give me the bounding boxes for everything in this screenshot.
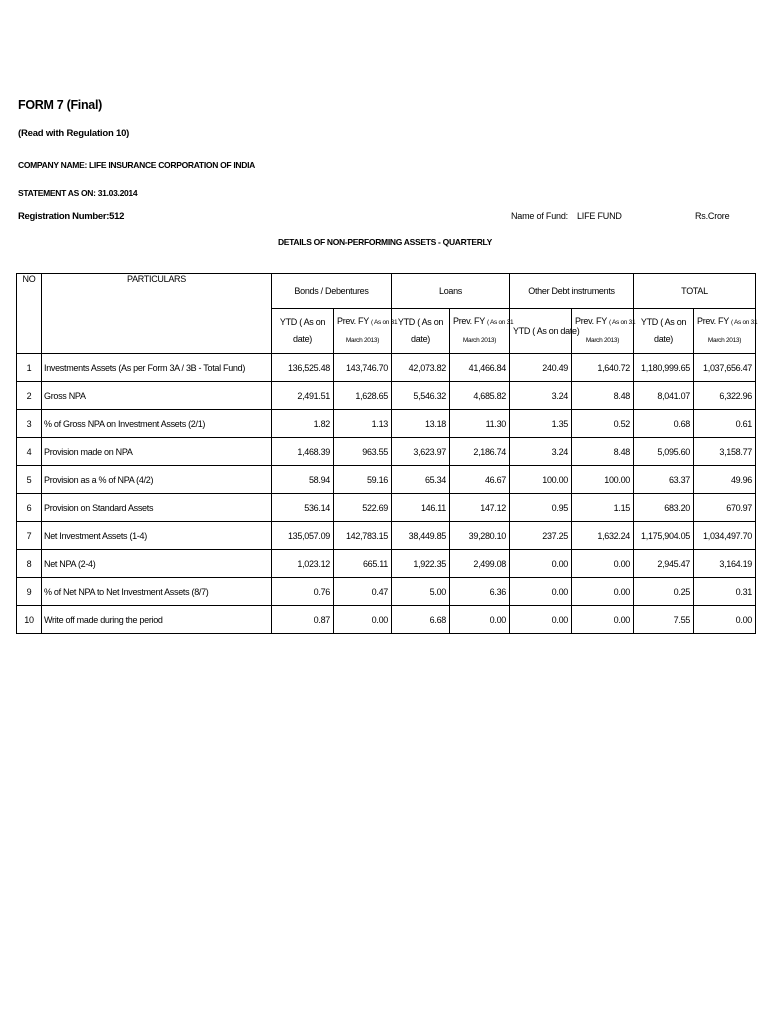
- table-row: [17, 354, 756, 382]
- value-cell: 59.16: [334, 466, 392, 494]
- value-cell: 522.69: [334, 494, 392, 522]
- value-cell: 2,499.08: [450, 550, 510, 578]
- subheader-prev-fy: Prev. FY ( As on 31 March 2013): [334, 309, 392, 354]
- value-cell: 0.87: [272, 606, 334, 634]
- value-cell: 3,164.19: [694, 550, 756, 578]
- subheader-ytd: YTD ( As on date): [510, 309, 572, 354]
- value-cell: 240.49: [510, 354, 572, 382]
- value-cell: 1,034,497.70: [694, 522, 756, 550]
- value-cell: 3.24: [510, 382, 572, 410]
- value-cell: 0.31: [694, 578, 756, 606]
- table-title: DETAILS OF NON-PERFORMING ASSETS - QUARTERLY: [277, 237, 493, 247]
- row-number: 9: [17, 578, 42, 606]
- value-cell: 1.15: [572, 494, 634, 522]
- value-cell: 2,945.47: [634, 550, 694, 578]
- subheader-ytd: YTD ( As on date): [392, 309, 450, 354]
- value-cell: 1,468.39: [272, 438, 334, 466]
- row-particulars: Provision made on NPA: [42, 438, 272, 466]
- value-cell: 5,546.32: [392, 382, 450, 410]
- value-cell: 65.34: [392, 466, 450, 494]
- value-cell: 536.14: [272, 494, 334, 522]
- row-particulars: Write off made during the period: [42, 606, 272, 634]
- row-number: 2: [17, 382, 42, 410]
- table-row: [17, 494, 756, 522]
- value-cell: 1,922.35: [392, 550, 450, 578]
- group-header-loans: Loans: [392, 274, 510, 309]
- value-cell: 6.68: [392, 606, 450, 634]
- value-cell: 2,491.51: [272, 382, 334, 410]
- group-header-bonds: Bonds / Debentures: [272, 274, 392, 309]
- subheader-prev-fy: Prev. FY ( As on 31 March 2013): [694, 309, 756, 354]
- value-cell: 143,746.70: [334, 354, 392, 382]
- subheader-prev-fy: Prev. FY ( As on 31 March 2013): [572, 309, 634, 354]
- value-cell: 0.00: [572, 578, 634, 606]
- value-cell: 0.47: [334, 578, 392, 606]
- value-cell: 3,158.77: [694, 438, 756, 466]
- value-cell: 58.94: [272, 466, 334, 494]
- value-cell: 4,685.82: [450, 382, 510, 410]
- value-cell: 0.52: [572, 410, 634, 438]
- form-subtitle: (Read with Regulation 10): [18, 128, 130, 139]
- value-cell: 1,628.65: [334, 382, 392, 410]
- row-number: 4: [17, 438, 42, 466]
- value-cell: 0.00: [694, 606, 756, 634]
- value-cell: 42,073.82: [392, 354, 450, 382]
- value-cell: 3.24: [510, 438, 572, 466]
- value-cell: 5,095.60: [634, 438, 694, 466]
- value-cell: 1.82: [272, 410, 334, 438]
- npa-table: [16, 273, 756, 634]
- value-cell: 39,280.10: [450, 522, 510, 550]
- value-cell: 46.67: [450, 466, 510, 494]
- value-cell: 7.55: [634, 606, 694, 634]
- value-cell: 135,057.09: [272, 522, 334, 550]
- form-title: FORM 7 (Final): [18, 98, 102, 112]
- value-cell: 0.00: [450, 606, 510, 634]
- value-cell: 49.96: [694, 466, 756, 494]
- row-particulars: % of Net NPA to Net Investment Assets (8/7): [42, 578, 272, 606]
- value-cell: 136,525.48: [272, 354, 334, 382]
- row-number: 5: [17, 466, 42, 494]
- fund-name-value: LIFE FUND: [577, 211, 622, 221]
- value-cell: 1,175,904.05: [634, 522, 694, 550]
- row-number: 1: [17, 354, 42, 382]
- table-row: [17, 382, 756, 410]
- value-cell: 63.37: [634, 466, 694, 494]
- value-cell: 0.68: [634, 410, 694, 438]
- value-cell: 0.61: [694, 410, 756, 438]
- header-row-groups: [17, 274, 756, 309]
- value-cell: 8,041.07: [634, 382, 694, 410]
- company-name: COMPANY NAME: LIFE INSURANCE CORPORATION OF INDIA: [18, 160, 255, 170]
- value-cell: 1.13: [334, 410, 392, 438]
- value-cell: 6,322.96: [694, 382, 756, 410]
- value-cell: 41,466.84: [450, 354, 510, 382]
- value-cell: 1,037,656.47: [694, 354, 756, 382]
- value-cell: 13.18: [392, 410, 450, 438]
- value-cell: 1,023.12: [272, 550, 334, 578]
- table-body: [17, 354, 756, 634]
- value-cell: 0.00: [510, 578, 572, 606]
- row-number: 8: [17, 550, 42, 578]
- subheader-prev-fy: Prev. FY ( As on 31 March 2013): [450, 309, 510, 354]
- value-cell: 100.00: [510, 466, 572, 494]
- subheader-ytd: YTD ( As on date): [272, 309, 334, 354]
- value-cell: 8.48: [572, 438, 634, 466]
- value-cell: 1,640.72: [572, 354, 634, 382]
- table-row: [17, 522, 756, 550]
- value-cell: 670.97: [694, 494, 756, 522]
- value-cell: 100.00: [572, 466, 634, 494]
- value-cell: 0.00: [334, 606, 392, 634]
- group-header-total: TOTAL: [634, 274, 756, 309]
- row-number: 10: [17, 606, 42, 634]
- registration-number: Registration Number:512: [18, 211, 125, 222]
- value-cell: 8.48: [572, 382, 634, 410]
- table-row: [17, 410, 756, 438]
- table-row: [17, 550, 756, 578]
- value-cell: 0.25: [634, 578, 694, 606]
- subheader-ytd: YTD ( As on date): [634, 309, 694, 354]
- value-cell: 237.25: [510, 522, 572, 550]
- value-cell: 683.20: [634, 494, 694, 522]
- row-particulars: Net Investment Assets (1-4): [42, 522, 272, 550]
- currency-unit: Rs.Crore: [695, 211, 730, 221]
- value-cell: 2,186.74: [450, 438, 510, 466]
- row-particulars: Provision on Standard Assets: [42, 494, 272, 522]
- fund-name-label: Name of Fund:: [511, 211, 568, 221]
- value-cell: 147.12: [450, 494, 510, 522]
- value-cell: 0.00: [572, 606, 634, 634]
- value-cell: 1,180,999.65: [634, 354, 694, 382]
- row-particulars: Investments Assets (As per Form 3A / 3B - Total Fund): [42, 354, 272, 382]
- value-cell: 3,623.97: [392, 438, 450, 466]
- column-header-particulars: PARTICULARS: [42, 274, 272, 354]
- value-cell: 11.30: [450, 410, 510, 438]
- row-number: 3: [17, 410, 42, 438]
- value-cell: 6.36: [450, 578, 510, 606]
- row-particulars: Provision as a % of NPA (4/2): [42, 466, 272, 494]
- table-row: [17, 606, 756, 634]
- table-row: [17, 578, 756, 606]
- statement-date: STATEMENT AS ON: 31.03.2014: [18, 188, 138, 198]
- table-row: [17, 466, 756, 494]
- value-cell: 142,783.15: [334, 522, 392, 550]
- row-number: 6: [17, 494, 42, 522]
- row-number: 7: [17, 522, 42, 550]
- table-row: [17, 438, 756, 466]
- value-cell: 38,449.85: [392, 522, 450, 550]
- row-particulars: Gross NPA: [42, 382, 272, 410]
- row-particulars: % of Gross NPA on Investment Assets (2/1): [42, 410, 272, 438]
- value-cell: 1.35: [510, 410, 572, 438]
- value-cell: 5.00: [392, 578, 450, 606]
- value-cell: 0.95: [510, 494, 572, 522]
- group-header-other-debt: Other Debt instruments: [510, 274, 634, 309]
- value-cell: 0.00: [510, 550, 572, 578]
- value-cell: 146.11: [392, 494, 450, 522]
- value-cell: 0.00: [510, 606, 572, 634]
- value-cell: 1,632.24: [572, 522, 634, 550]
- value-cell: 963.55: [334, 438, 392, 466]
- column-header-no: NO: [17, 274, 42, 354]
- value-cell: 665.11: [334, 550, 392, 578]
- row-particulars: Net NPA (2-4): [42, 550, 272, 578]
- value-cell: 0.76: [272, 578, 334, 606]
- value-cell: 0.00: [572, 550, 634, 578]
